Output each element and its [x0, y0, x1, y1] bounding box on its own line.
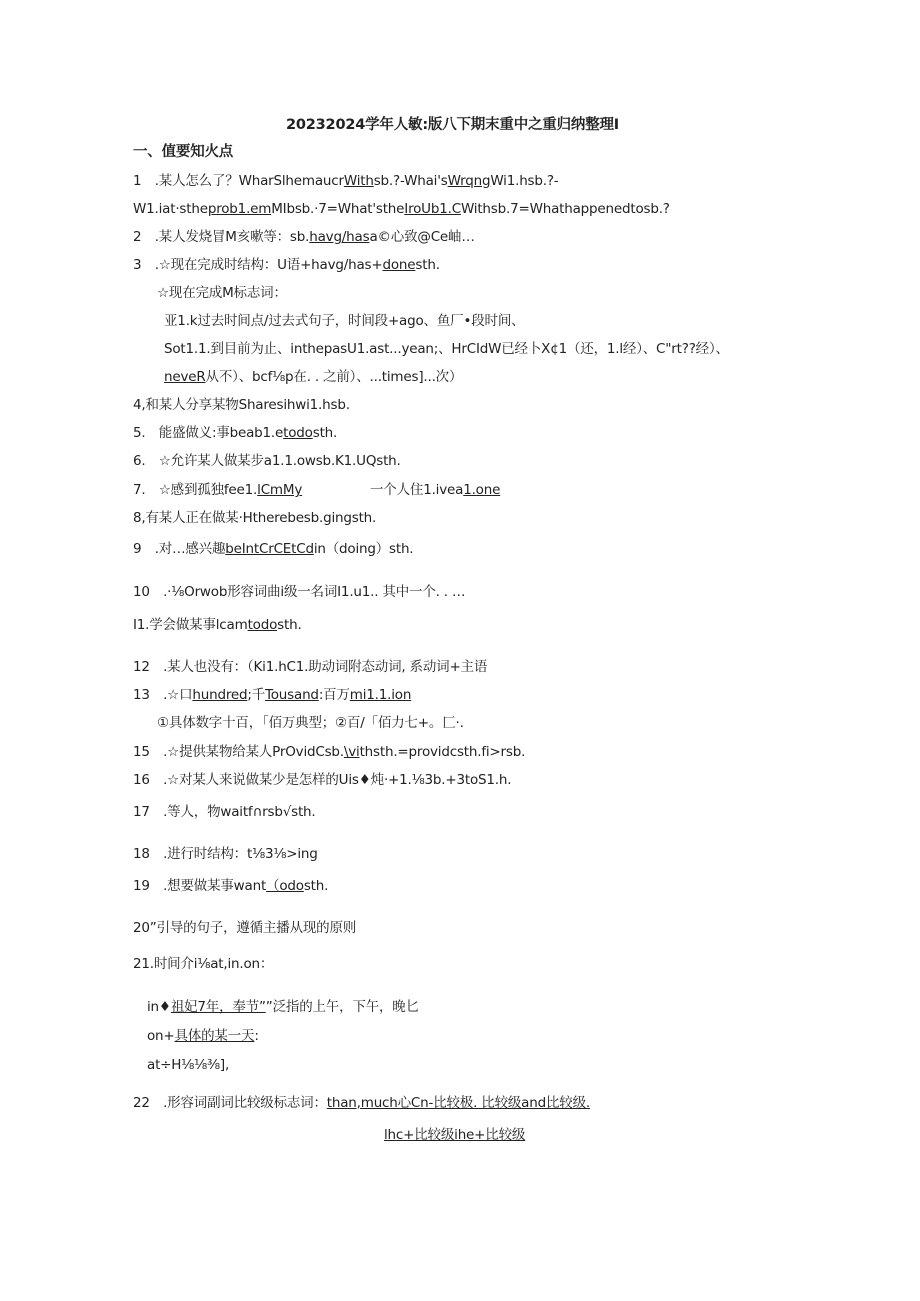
section-heading: 一、值要知火点 [133, 144, 234, 160]
list-subitem: Sot1.1.到目前为止、inthepasU1.ast...yean;、HrCIdW已经卜X¢1（还，1.l经）、C"rt??经）、 [164, 341, 729, 357]
list-subitem: lhc+比较级ihe+比较级 [384, 1127, 526, 1143]
list-item: 16 .☆对某人来说做某少是怎样的Uis♦炖·+1.⅛3b.+3toS1.h. [133, 772, 512, 788]
list-subitem: ①具体数字十百，「佰万典型；②百/「佰力七+。匚·. [157, 715, 464, 731]
list-item: 4,和某人分享某物Sharesihwi1.hsb. [133, 397, 350, 413]
list-item: 12 .某人也没有：（Ki1.hC1.助动词附态动词, 系动词+主语 [133, 659, 488, 675]
list-item: 7. ☆感到孤独fee1.lCmMy [133, 482, 303, 498]
list-item: 10 .·⅛Orwob形容词曲i级一名词I1.u1.. 其中一个. . … [133, 584, 466, 600]
list-item: 3 .☆现在完成时结构：U语+havg/has+donesth. [133, 257, 440, 273]
list-item: 15 .☆提供某物给某人PrOvidCsb.\vithsth.=providcsth.fi>rsb. [133, 744, 526, 760]
list-item: 6. ☆允许某人做某步a1.1.owsb.K1.UQsth. [133, 453, 401, 469]
document-title: 20232024学年人敏:版八下期末重中之重归纳整理I [286, 117, 620, 133]
list-item: 17 .等人，物waitf∩rsb√sth. [133, 804, 316, 820]
list-item: 一个人住1.ivea1.one [370, 482, 501, 498]
list-item: 18 .进行时结构：t⅛3⅛>ing [133, 846, 318, 862]
list-item: 22 .形容词副词比较级标志词：than,much心Cn-比较极. 比较级and比较级. [133, 1095, 590, 1111]
list-item: 1 .某人怎么了？WharSlhemaucrWithsb.?-Whai'sWrqngWi1.hsb.?- [133, 173, 559, 189]
list-item: 13 .☆口hundred;千Tousand:百万mi1.1.ion [133, 687, 412, 703]
list-item: 20”引导的句子，遵循主播从现的原则 [133, 920, 357, 936]
list-subitem: in♦祖妃7年，奉节””泛指的上午，下午，晚匕 [147, 999, 419, 1015]
list-subitem: at÷H⅛⅛⅜], [147, 1057, 230, 1073]
list-item: 21.时间介i⅛at,in.on： [133, 956, 274, 972]
list-subitem: neveR从不）、bcf⅛p在. . 之前）、...times]...次） [164, 369, 463, 385]
list-item: W1.iat·stheprob1.emMIbsb.·7=What'stheIroUb1.CWithsb.7=Whathappenedtosb.? [133, 201, 670, 217]
list-item: 8,有某人正在做某·Htherebesb.gingsth. [133, 510, 377, 526]
list-item: I1.学会做某事lcamtodosth. [133, 617, 302, 633]
list-subitem: 亚1.k过去时间点/过去式句子，时间段+ago、鱼厂•段时间、 [164, 313, 525, 329]
list-item: 19 .想要做某事want（odosth. [133, 878, 329, 894]
list-item: 2 .某人发烧冒M亥嗽等：sb.havg/hasa©心致@Ce岫… [133, 229, 475, 245]
list-item: 5. 能盛做义:事beab1.etodosth. [133, 425, 338, 441]
list-subitem: ☆现在完成M标志词： [157, 285, 287, 301]
list-subitem: on+具体的某一天: [147, 1028, 259, 1044]
list-item: 9 .对…感兴趣beIntCrCEtCdin（doing）sth. [133, 541, 414, 557]
